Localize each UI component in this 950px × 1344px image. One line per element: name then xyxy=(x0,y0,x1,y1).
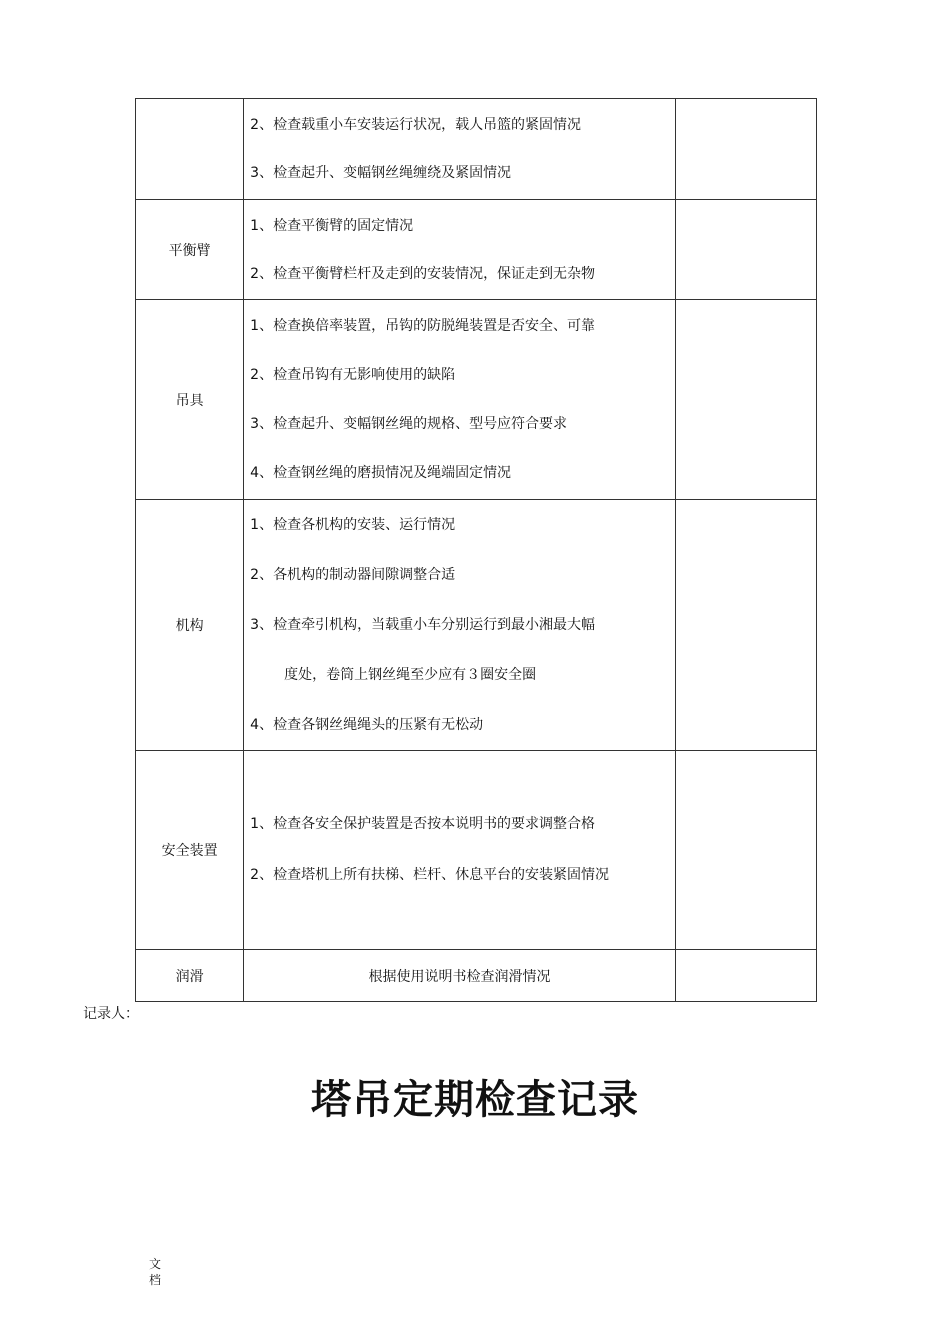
content-cell xyxy=(244,200,676,300)
check-item: 2、检查载重小车安装运行状况，载人吊篮的紧固情况 xyxy=(250,117,582,133)
check-item: 1、检查平衡臂的固定情况 xyxy=(250,217,414,234)
result-cell xyxy=(675,200,816,300)
result-cell xyxy=(675,99,816,200)
check-item: 1、检查各机构的安装、运行情况 xyxy=(250,517,456,533)
check-item: 2、检查吊钩有无影响使用的缺陷 xyxy=(250,366,456,383)
check-item: 1、检查换倍率装置，吊钩的防脱绳装置是否安全、可靠 xyxy=(250,317,596,334)
content-cell xyxy=(244,751,676,950)
table-row xyxy=(136,500,817,751)
table-row xyxy=(136,300,817,500)
footer-mark: 文档 xyxy=(149,1257,162,1287)
content-cell xyxy=(244,99,676,200)
inspection-table xyxy=(135,98,817,1002)
check-item: 3、检查牵引机构，当载重小车分别运行到最小湘最大幅 xyxy=(250,617,596,633)
result-cell xyxy=(675,950,816,1002)
check-item: 1、检查各安全保护装置是否按本说明书的要求调整合格 xyxy=(250,816,596,832)
table-row xyxy=(136,950,817,1002)
category-cell: 润滑 xyxy=(136,950,244,1002)
check-item: 2、检查平衡臂栏杆及走到的安装情况，保证走到无杂物 xyxy=(250,265,596,282)
category-cell: 吊具 xyxy=(136,300,244,500)
content-cell xyxy=(244,300,676,500)
check-item: 度处，卷筒上钢丝绳至少应有３圈安全圈 xyxy=(284,667,537,683)
content-cell xyxy=(244,500,676,751)
category-cell xyxy=(136,99,244,200)
category-cell: 平衡臂 xyxy=(136,200,244,300)
content-cell xyxy=(244,950,676,1002)
check-item: 2、各机构的制动器间隙调整合适 xyxy=(250,567,456,583)
check-item: 2、检查塔机上所有扶梯、栏杆、休息平台的安装紧固情况 xyxy=(250,867,610,883)
recorder-label: 记录人： xyxy=(83,1006,139,1022)
document-title: 塔吊定期检查记录 xyxy=(311,1077,639,1123)
check-item: 4、检查钢丝绳的磨损情况及绳端固定情况 xyxy=(250,464,512,481)
check-item: 3、检查起升、变幅钢丝绳缠绕及紧固情况 xyxy=(250,165,512,181)
result-cell xyxy=(675,300,816,500)
result-cell xyxy=(675,751,816,950)
table-row xyxy=(136,200,817,300)
check-item: 3、检查起升、变幅钢丝绳的规格、型号应符合要求 xyxy=(250,415,568,432)
table-row xyxy=(136,751,817,950)
check-item: 根据使用说明书检查润滑情况 xyxy=(368,968,551,985)
table-row xyxy=(136,99,817,200)
category-cell: 安全装置 xyxy=(136,751,244,950)
result-cell xyxy=(675,500,816,751)
check-item: 4、检查各钢丝绳绳头的压紧有无松动 xyxy=(250,717,484,733)
category-cell: 机构 xyxy=(136,500,244,751)
